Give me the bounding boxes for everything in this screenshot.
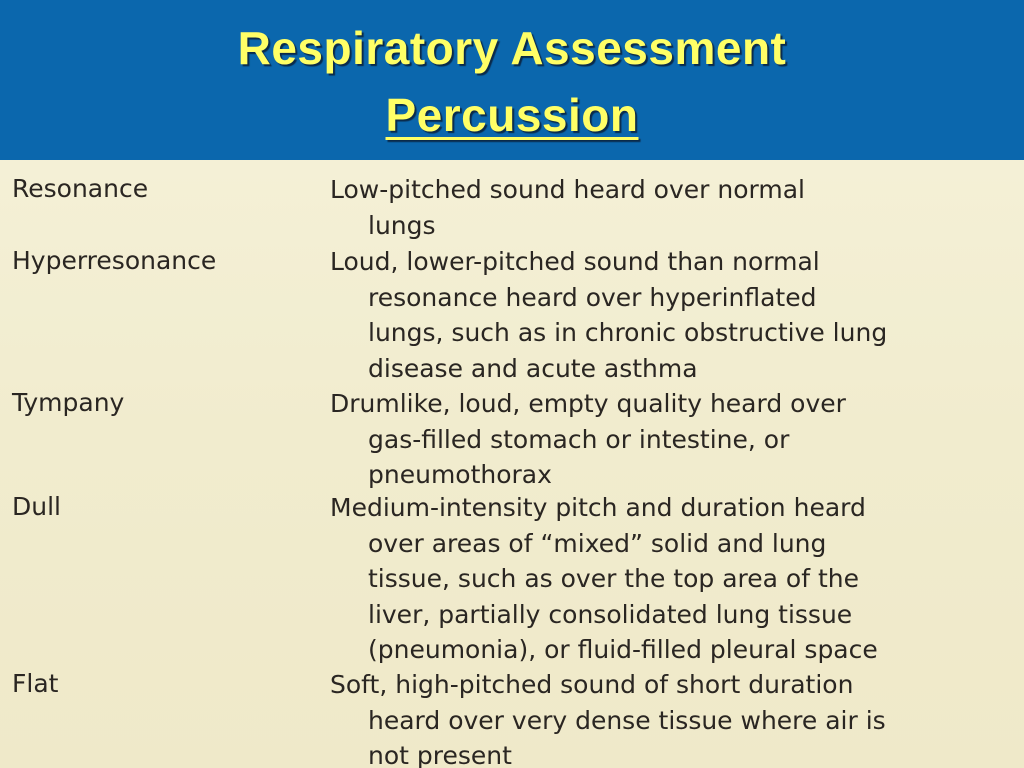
- term-tympany: Tympany: [12, 388, 125, 417]
- description-line: liver, partially consolidated lung tissue: [368, 599, 853, 629]
- description-line: Soft, high-pitched sound of short duration: [330, 670, 854, 699]
- description-line: gas-filled stomach or intestine, or: [368, 424, 790, 454]
- description-line: resonance heard over hyperinflated: [368, 282, 817, 312]
- description-line: over areas of “mixed” solid and lung: [368, 528, 827, 558]
- description-line: pneumothorax: [368, 460, 552, 489]
- description-line: heard over very dense tissue where air is: [368, 705, 886, 735]
- description-resonance: [330, 172, 1020, 243]
- term-resonance: Resonance: [12, 174, 149, 203]
- slide-header: [0, 0, 1024, 160]
- percussion-table-image: [0, 160, 1024, 768]
- description-flat: [330, 667, 1020, 768]
- slide-subtitle: Percussion: [385, 89, 639, 141]
- slide-subtitle-wrapper: [0, 87, 1024, 143]
- description-line: lungs: [368, 210, 436, 240]
- description-hyperresonance: [330, 244, 1020, 386]
- description-line: Low-pitched sound heard over normal: [330, 175, 805, 204]
- term-hyperresonance: Hyperresonance: [12, 246, 217, 275]
- description-tympany: [330, 386, 1020, 493]
- description-line: Medium-intensity pitch and duration heard: [330, 493, 866, 522]
- term-flat: Flat: [12, 669, 59, 698]
- slide-title: Respiratory Assessment: [237, 22, 787, 74]
- description-line: disease and acute asthma: [368, 353, 698, 383]
- term-dull: Dull: [12, 492, 61, 521]
- description-line: Drumlike, loud, empty quality heard over: [330, 389, 846, 418]
- description-line: tissue, such as over the top area of the: [368, 564, 859, 593]
- description-line: lungs, such as in chronic obstructive lung: [368, 318, 888, 347]
- description-line: not present: [368, 741, 512, 768]
- description-dull: [330, 490, 1020, 668]
- description-line: Loud, lower-pitched sound than normal: [330, 247, 820, 276]
- description-line: (pneumonia), or fluid-filled pleural space: [368, 635, 878, 664]
